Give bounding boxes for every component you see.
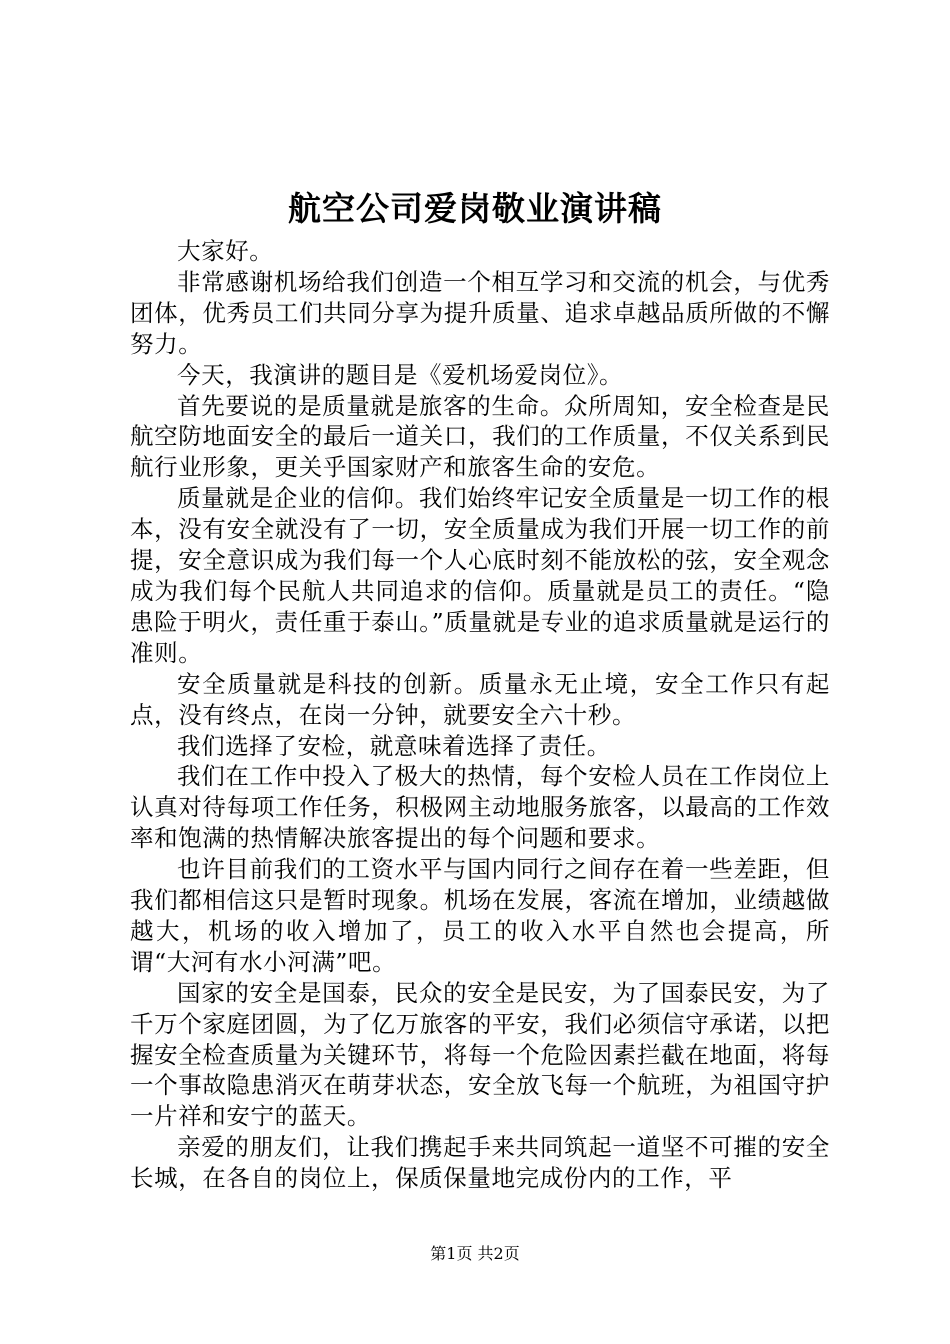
paragraph-responsibility: 我们选择了安检，就意味着选择了责任。 bbox=[177, 731, 611, 760]
paragraph-thanks: 非常感谢机场给我们创造一个相互学习和交流的机会，与优秀团体，优秀员工们共同分享为提升质量、追求卓越品质所做的不懈努力。 bbox=[130, 267, 830, 358]
paragraph-enthusiasm: 我们在工作中投入了极大的热情，每个安检人员在工作岗位上认真对待每项工作任务，积极网主动地服务旅客，以最高的工作效率和饱满的热情解决旅客提出的每个问题和要求。 bbox=[130, 762, 830, 853]
paragraph-quality-belief: 质量就是企业的信仰。我们始终牢记安全质量是一切工作的根本，没有安全就没有了一切，安全质量成为我们开展一切工作的前提，安全意识成为我们每一个人心底时刻不能放松的弦，安全观念成为我们每个民航人共同追求的信仰。质量就是员工的责任。“隐患险于明火，责任重于泰山。”质量就是专业的追求质量就是运行的准则。 bbox=[130, 484, 830, 667]
paragraph-quality-life: 首先要说的是质量就是旅客的生命。众所周知，安全检查是民航空防地面安全的最后一道关口，我们的工作质量，不仅关系到民航行业形象，更关乎国家财产和旅客生命的安危。 bbox=[130, 391, 830, 482]
paragraph-closing: 亲爱的朋友们，让我们携起手来共同筑起一道坚不可摧的安全长城，在各自的岗位上，保质保量地完成份内的工作，平 bbox=[130, 1133, 830, 1193]
page-number-footer: 第1页 共2页 bbox=[430, 1244, 520, 1263]
paragraph-national-safety: 国家的安全是国泰，民众的安全是民安，为了国泰民安，为了千万个家庭团圆，为了亿万旅客的平安，我们必须信守承诺，以把握安全检查质量为关键环节，将每一个危险因素拦截在地面，将每一个事故隐患消灭在萌芽状态，安全放飞每一个航班，为祖国守护一片祥和安宁的蓝天。 bbox=[130, 978, 830, 1131]
paragraph-salary: 也许目前我们的工资水平与国内同行之间存在着一些差距，但我们都相信这只是暂时现象。机场在发展，客流在增加，业绩越做越大，机场的收入增加了，员工的收入水平自然也会提高，所谓“大河有水小河满”吧。 bbox=[130, 855, 830, 976]
paragraph-innovation: 安全质量就是科技的创新。质量永无止境，安全工作只有起点，没有终点，在岗一分钟，就要安全六十秒。 bbox=[130, 669, 830, 729]
paragraph-topic: 今天，我演讲的题目是《爱机场爱岗位》。 bbox=[177, 360, 624, 389]
paragraph-greeting: 大家好。 bbox=[177, 237, 274, 265]
document-title: 航空公司爱岗敬业演讲稿 bbox=[288, 189, 662, 228]
document-body bbox=[130, 236, 830, 1194]
